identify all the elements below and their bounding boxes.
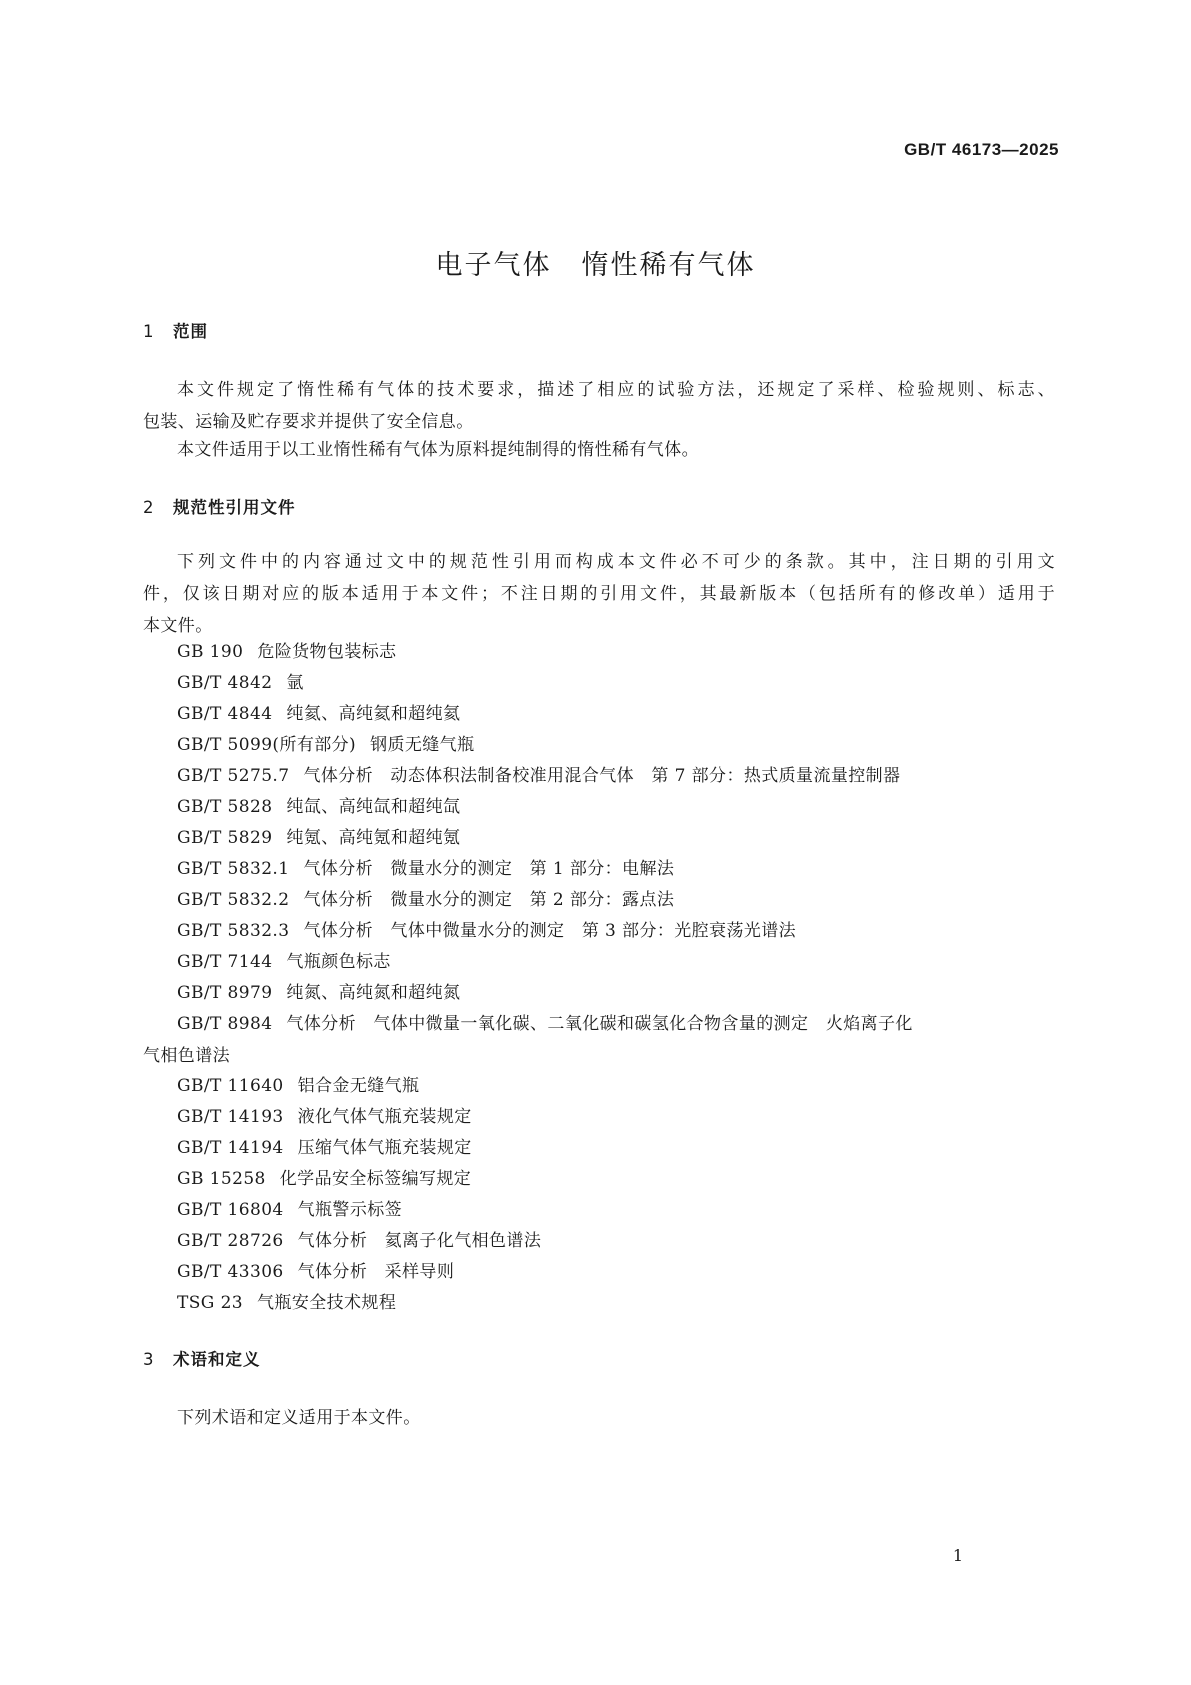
section-3-heading: 3 术语和定义 bbox=[143, 1350, 261, 1369]
reference-item: GB/T 16804 气瓶警示标签 bbox=[177, 1200, 403, 1220]
section-3-paragraph-1: 下列术语和定义适用于本文件。 bbox=[177, 1408, 421, 1428]
reference-item: GB/T 4842 氩 bbox=[177, 673, 304, 693]
section-2-heading: 2 规范性引用文件 bbox=[143, 498, 296, 517]
reference-item: GB/T 5832.3 气体分析 气体中微量水分的测定 第 3 部分：光腔衰荡光谱法 bbox=[177, 921, 797, 941]
reference-item: GB/T 11640 铝合金无缝气瓶 bbox=[177, 1076, 420, 1096]
title-part-1: 电子气体 bbox=[435, 250, 552, 281]
section-1-paragraph-1: 本文件规定了惰性稀有气体的技术要求，描述了相应的试验方法，还规定了采样、检验规则、标志、 包装、运输及贮存要求并提供了安全信息。 bbox=[143, 380, 1055, 432]
document-title bbox=[0, 243, 1191, 282]
section-1-heading: 1 范围 bbox=[143, 322, 208, 341]
reference-item: GB/T 5829 纯氪、高纯氪和超纯氪 bbox=[177, 828, 461, 848]
title-part-2: 惰性稀有气体 bbox=[581, 250, 756, 281]
reference-item: GB 15258 化学品安全标签编写规定 bbox=[177, 1169, 472, 1189]
reference-item: GB/T 5099(所有部分) 钢质无缝气瓶 bbox=[177, 735, 475, 755]
section-1-paragraph-2: 本文件适用于以工业惰性稀有气体为原料提纯制得的惰性稀有气体。 bbox=[177, 440, 699, 460]
reference-item: GB/T 4844 纯氦、高纯氦和超纯氦 bbox=[177, 704, 461, 724]
reference-item: GB/T 14193 液化气体气瓶充装规定 bbox=[177, 1107, 472, 1127]
reference-item: GB/T 8984 气体分析 气体中微量一氧化碳、二氧化碳和碳氢化合物含量的测定 火焰离子化 气相色谱法 bbox=[143, 1014, 913, 1066]
reference-item: GB/T 28726 气体分析 氦离子化气相色谱法 bbox=[177, 1231, 542, 1251]
reference-item: GB/T 5828 纯氙、高纯氙和超纯氙 bbox=[177, 797, 461, 817]
standard-code: GB/T 46173—2025 bbox=[904, 140, 1059, 159]
reference-item: GB/T 8979 纯氮、高纯氮和超纯氮 bbox=[177, 983, 461, 1003]
reference-item: GB/T 5832.1 气体分析 微量水分的测定 第 1 部分：电解法 bbox=[177, 859, 675, 879]
reference-item: GB/T 7144 气瓶颜色标志 bbox=[177, 952, 391, 972]
page-number: 1 bbox=[952, 1546, 963, 1565]
reference-item: GB/T 5275.7 气体分析 动态体积法制备校准用混合气体 第 7 部分：热式质量流量控制器 bbox=[177, 766, 901, 786]
reference-item: GB/T 14194 压缩气体气瓶充装规定 bbox=[177, 1138, 472, 1158]
section-2-paragraph-1: 下列文件中的内容通过文中的规范性引用而构成本文件必不可少的条款。其中，注日期的引用文 件，仅该日期对应的版本适用于本文件；不注日期的引用文件，其最新版本（包括所有的修改单）适用于 本文件。 bbox=[143, 552, 1055, 636]
reference-item: GB/T 43306 气体分析 采样导则 bbox=[177, 1262, 455, 1282]
reference-item: GB 190 危险货物包装标志 bbox=[177, 642, 397, 662]
reference-item: GB/T 5832.2 气体分析 微量水分的测定 第 2 部分：露点法 bbox=[177, 890, 675, 910]
reference-item: TSG 23 气瓶安全技术规程 bbox=[177, 1293, 397, 1313]
